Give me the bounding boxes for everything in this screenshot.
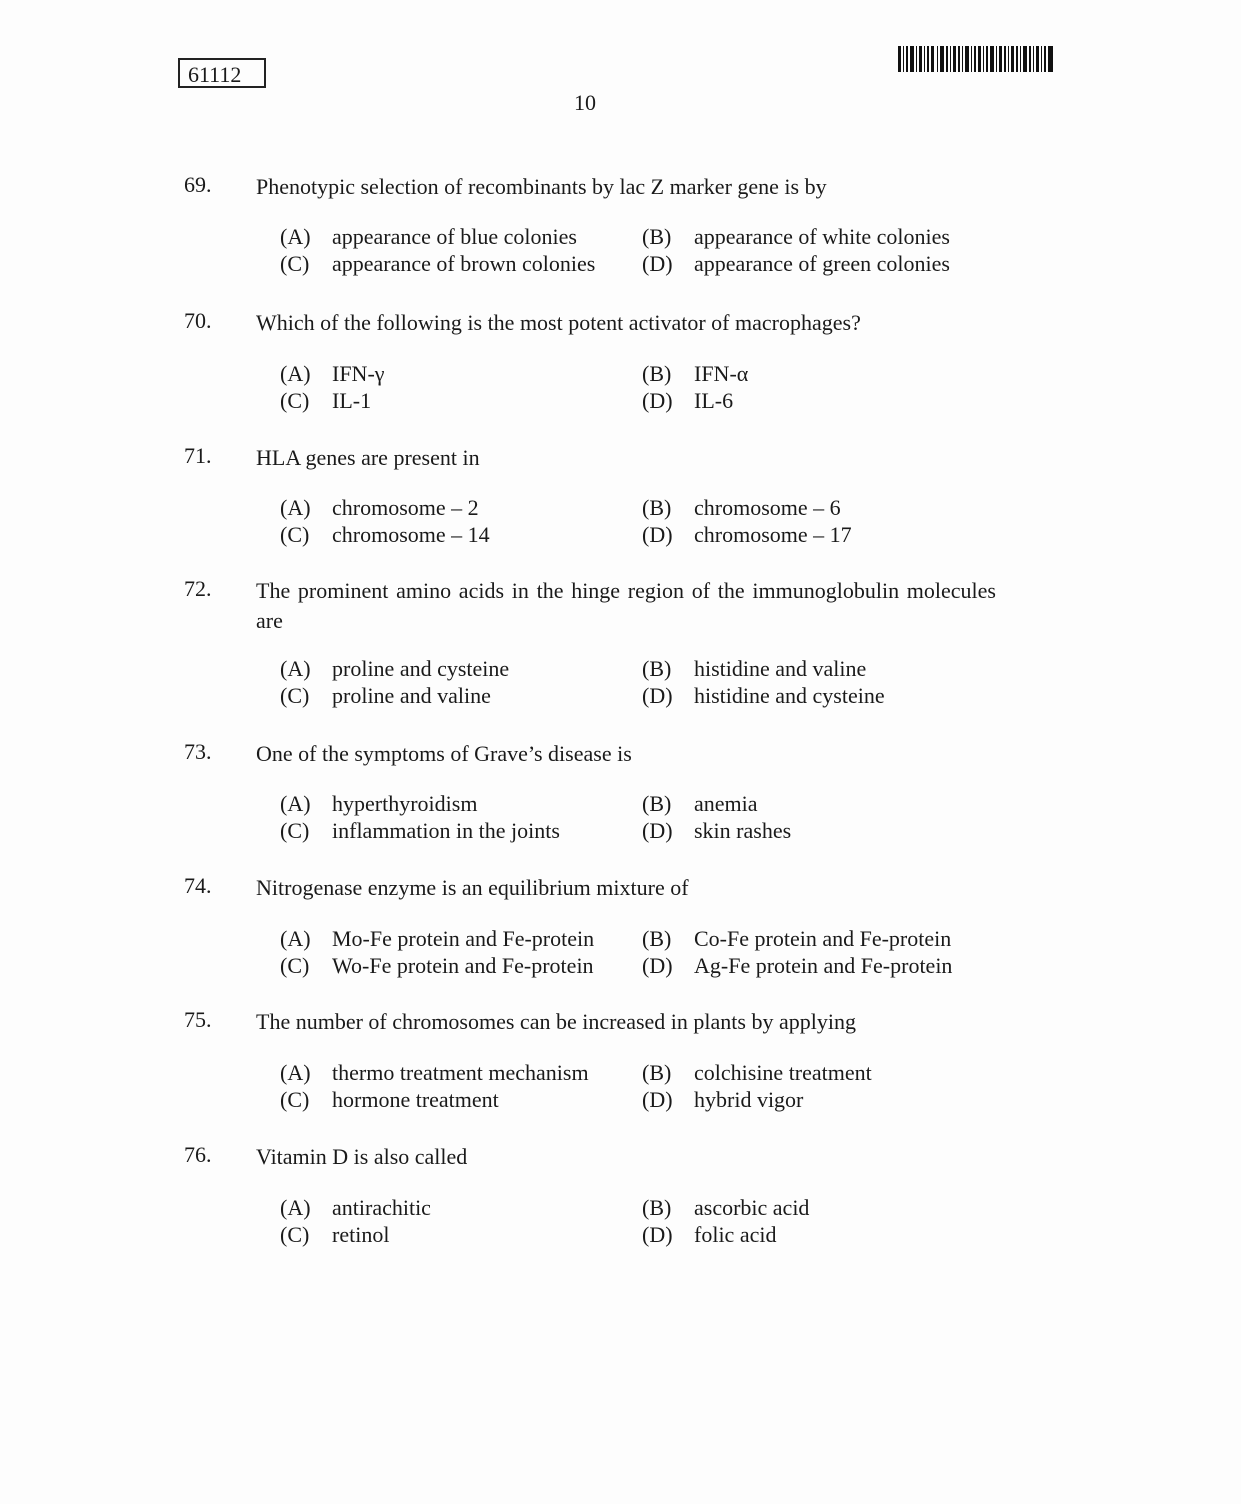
option-a: (A) antirachitic	[280, 1195, 431, 1220]
question-number: 69.	[184, 172, 212, 197]
option-b: (B) histidine and valine	[642, 656, 867, 681]
option-d: (D) hybrid vigor	[642, 1087, 804, 1112]
option-a: (A) IFN-γ	[280, 361, 385, 386]
option-c: (C) inflammation in the joints	[280, 818, 560, 843]
option-b: (B) IFN-α	[642, 361, 749, 386]
paper-code: 61112	[188, 62, 242, 87]
question-number: 75.	[184, 1007, 212, 1032]
question-text: One of the symptoms of Grave’s disease is	[256, 741, 632, 766]
option-b: (B) anemia	[642, 791, 758, 816]
option-d: (D) IL-6	[642, 388, 734, 413]
page-number: 10	[574, 90, 596, 115]
option-c: (C) appearance of brown colonies	[280, 251, 596, 276]
question-text: Phenotypic selection of recombinants by lac Z marker gene is by	[256, 174, 827, 199]
option-a: (A) hyperthyroidism	[280, 791, 478, 816]
question-number: 74.	[184, 873, 212, 898]
question-text: The prominent amino acids in the hinge region of the immunoglobulin molecules are	[256, 578, 996, 633]
question-text: Which of the following is the most potent activator of macrophages?	[256, 310, 861, 335]
question-text: The number of chromosomes can be increased in plants by applying	[256, 1009, 856, 1034]
option-c: (C) retinol	[280, 1222, 390, 1247]
option-d: (D) folic acid	[642, 1222, 777, 1247]
question-text: Vitamin D is also called	[256, 1144, 468, 1169]
option-a: (A) proline and cysteine	[280, 656, 510, 681]
option-c: (C) IL-1	[280, 388, 372, 413]
option-c: (C) proline and valine	[280, 683, 491, 708]
option-a: (A) Mo-Fe protein and Fe-protein	[280, 926, 595, 951]
option-b: (B) ascorbic acid	[642, 1195, 810, 1220]
option-d: (D) histidine and cysteine	[642, 683, 885, 708]
option-c: (C) Wo-Fe protein and Fe-protein	[280, 953, 594, 978]
option-a: (A) chromosome – 2	[280, 495, 479, 520]
option-c: (C) hormone treatment	[280, 1087, 499, 1112]
question-number: 70.	[184, 308, 212, 333]
option-b: (B) Co-Fe protein and Fe-protein	[642, 926, 952, 951]
question-number: 71.	[184, 443, 212, 468]
option-b: (B) chromosome – 6	[642, 495, 841, 520]
option-d: (D) Ag-Fe protein and Fe-protein	[642, 953, 953, 978]
question-text: HLA genes are present in	[256, 445, 480, 470]
option-d: (D) chromosome – 17	[642, 522, 852, 547]
question-text: Nitrogenase enzyme is an equilibrium mixture of	[256, 875, 689, 900]
option-d: (D) skin rashes	[642, 818, 792, 843]
option-b: (B) appearance of white colonies	[642, 224, 950, 249]
question-number: 73.	[184, 739, 212, 764]
option-a: (A) appearance of blue colonies	[280, 224, 577, 249]
barcode	[898, 46, 1053, 72]
option-b: (B) colchisine treatment	[642, 1060, 872, 1085]
option-a: (A) thermo treatment mechanism	[280, 1060, 589, 1085]
paper-code-box	[178, 58, 266, 88]
option-c: (C) chromosome – 14	[280, 522, 490, 547]
question-number: 72.	[184, 576, 212, 601]
option-d: (D) appearance of green colonies	[642, 251, 950, 276]
question-number: 76.	[184, 1142, 212, 1167]
